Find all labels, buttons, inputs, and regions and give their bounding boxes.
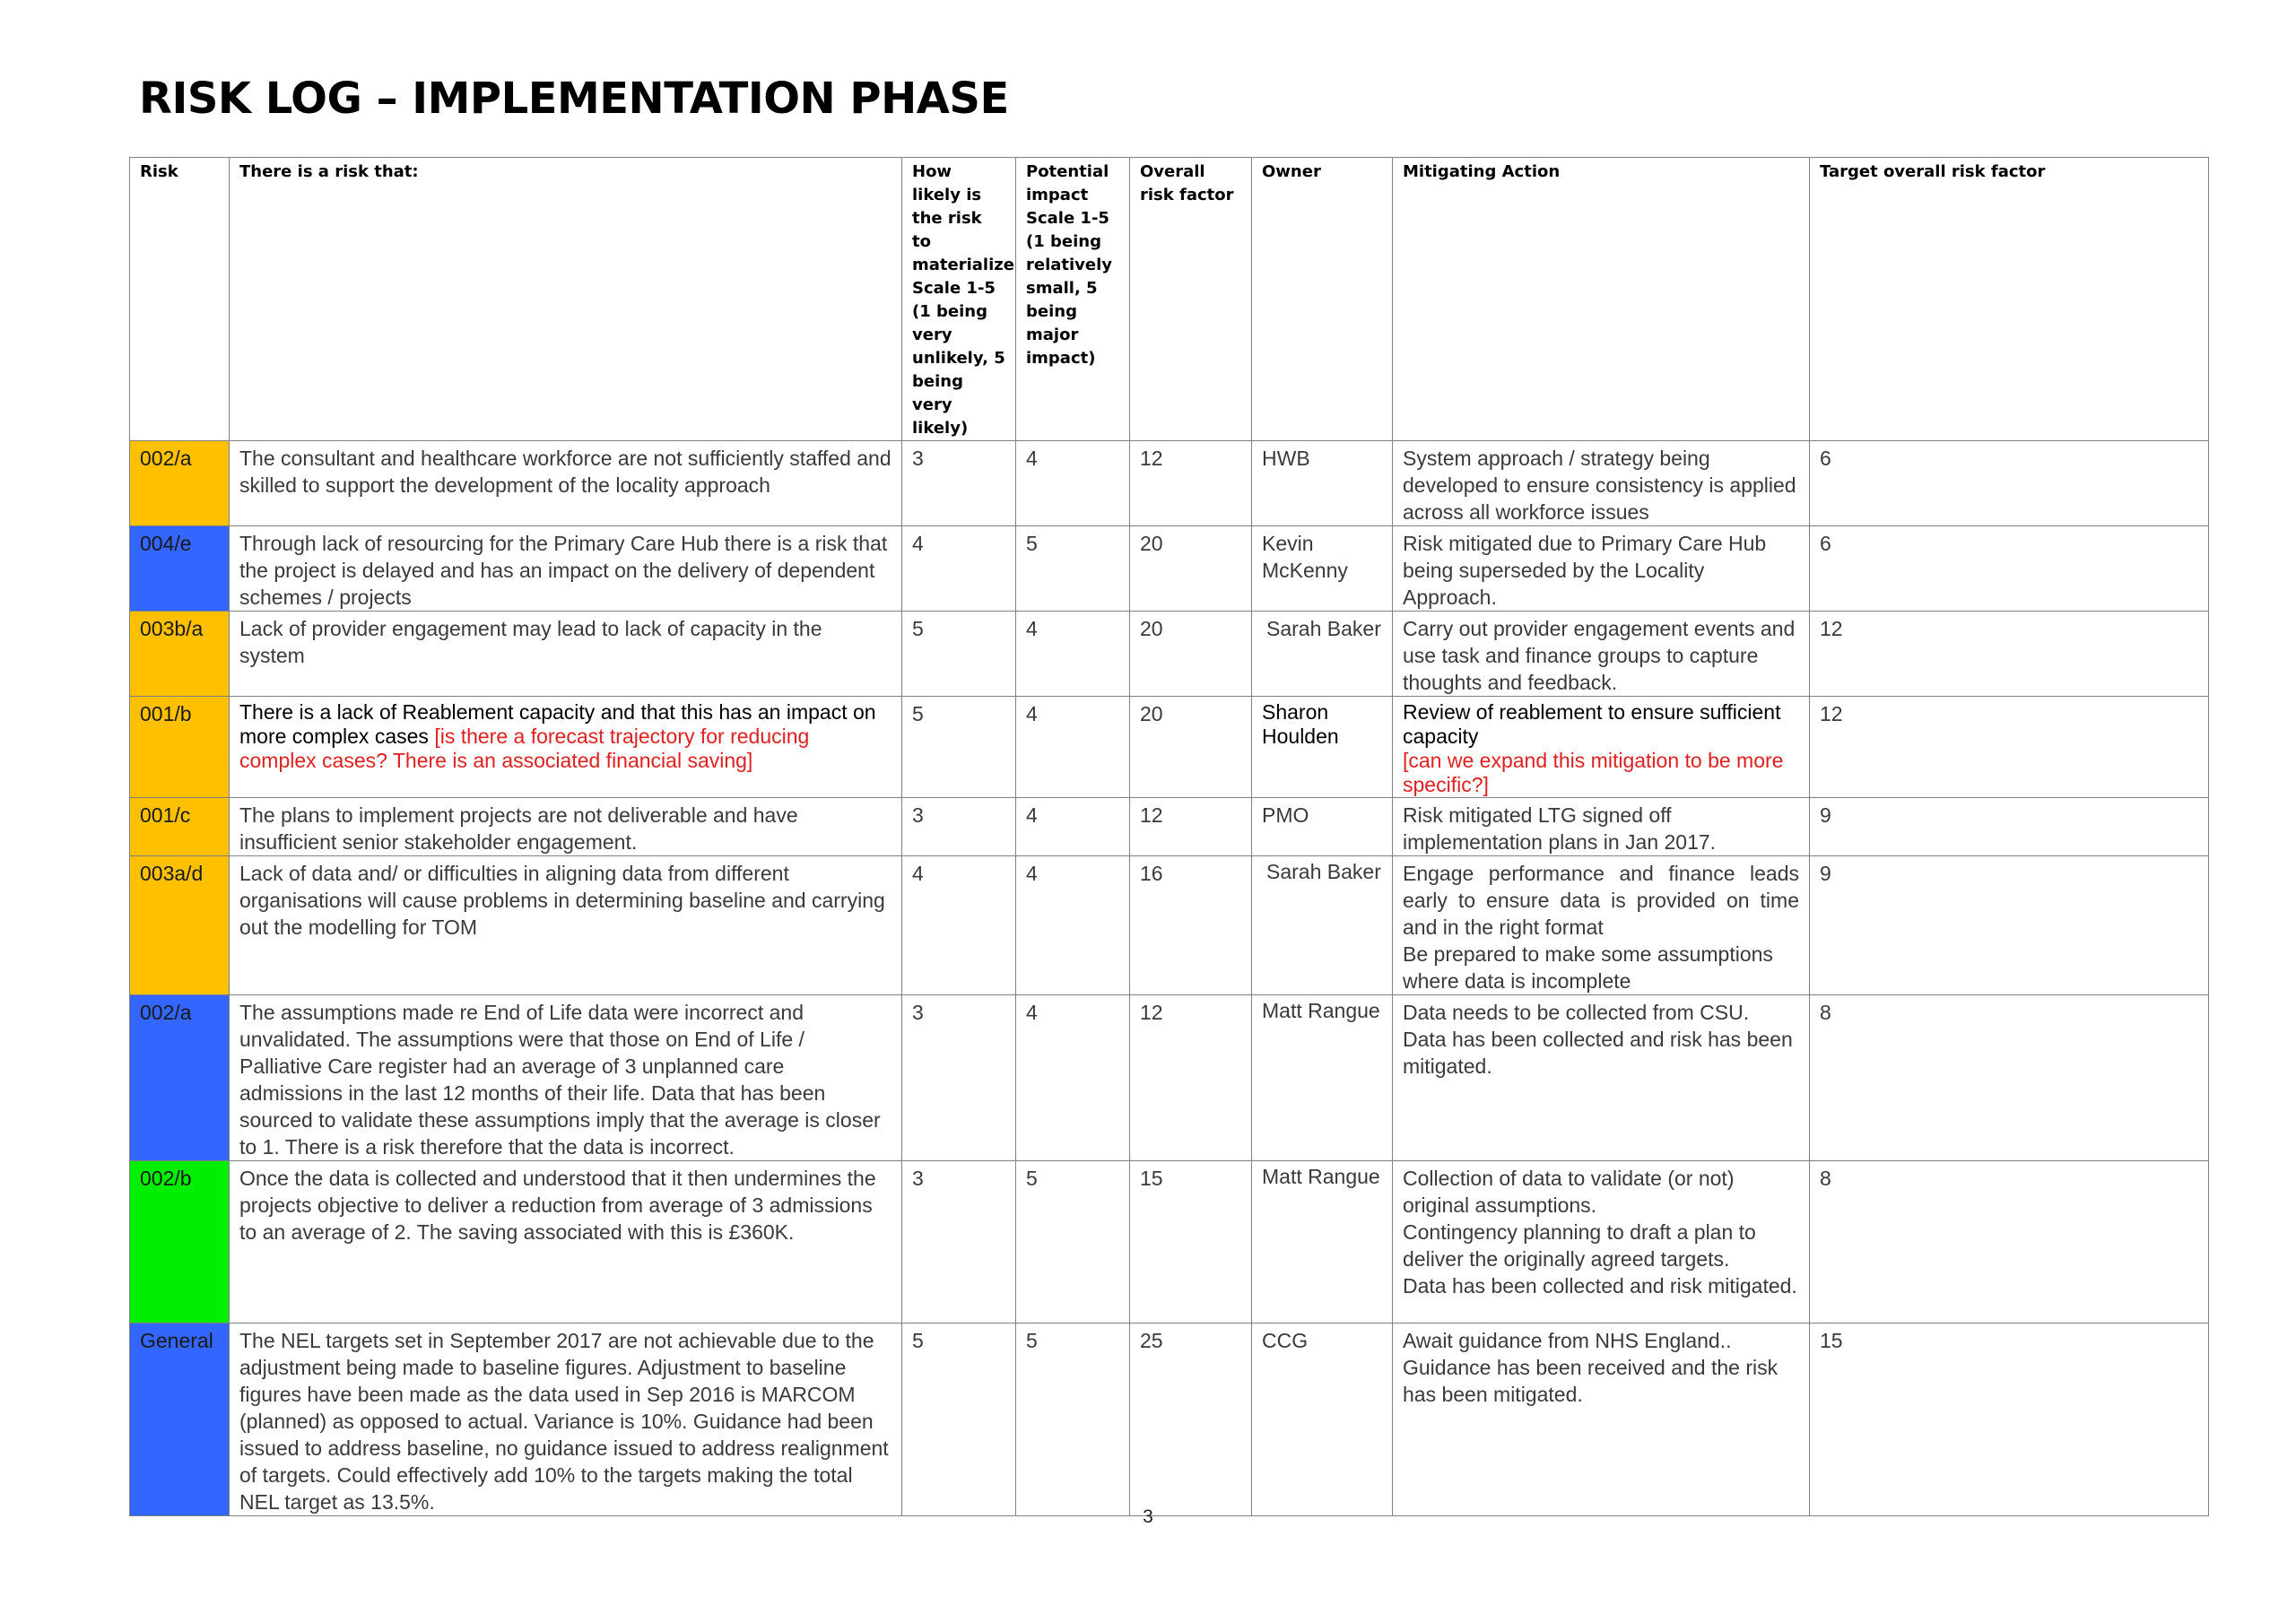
- impact-cell: 5: [1016, 1324, 1130, 1516]
- overall-cell: 12: [1130, 995, 1252, 1161]
- owner-cell: HWB: [1252, 441, 1393, 526]
- impact-cell: 4: [1016, 995, 1130, 1161]
- mitigation-cell: [1393, 1161, 1810, 1324]
- table-row: [130, 856, 2209, 995]
- mitigation-cell: [1393, 697, 1810, 798]
- owner-cell: Kevin McKenny: [1252, 526, 1393, 612]
- mitigation-cell: [1393, 995, 1810, 1161]
- likelihood-cell: 3: [902, 441, 1016, 526]
- mitigation-comment: [can we expand this mitigation to be more specific?]: [1403, 749, 1784, 796]
- impact-cell: 4: [1016, 856, 1130, 995]
- mitigation-cell: Risk mitigated due to Primary Care Hub being superseded by the Locality Approach.: [1393, 526, 1810, 612]
- owner-cell: PMO: [1252, 798, 1393, 856]
- overall-cell: 20: [1130, 697, 1252, 798]
- mitigation-text: Engage performance and finance leads early to ensure data is provided on time and in the right format: [1403, 862, 1799, 939]
- target-cell: 6: [1810, 441, 2209, 526]
- likelihood-cell: 5: [902, 612, 1016, 697]
- overall-cell: 15: [1130, 1161, 1252, 1324]
- mitigation-cell: [1393, 1324, 1810, 1516]
- target-cell: 8: [1810, 995, 2209, 1161]
- risk-id-cell: 002/a: [130, 995, 230, 1161]
- header-likelihood: How likely is the risk to materialize Scale 1-5 (1 being very unlikely, 5 being very likely): [902, 158, 1016, 441]
- owner-cell: Sarah Baker: [1252, 856, 1393, 995]
- table-row: [130, 1161, 2209, 1324]
- risk-log-table: [129, 157, 2209, 1516]
- overall-cell: 16: [1130, 856, 1252, 995]
- likelihood-cell: 4: [902, 856, 1016, 995]
- description-cell: The plans to implement projects are not deliverable and have insufficient senior stakeholder engagement.: [230, 798, 902, 856]
- mitigation-text-extra: Data has been collected and risk mitigated.: [1403, 1274, 1797, 1298]
- mitigation-text: Data needs to be collected from CSU.: [1403, 1001, 1750, 1024]
- description-cell: Lack of data and/ or difficulties in aligning data from different organisations will cause problems in determining baseline and carrying out the modelling for TOM: [230, 856, 902, 995]
- table-row: [130, 612, 2209, 697]
- impact-cell: 5: [1016, 526, 1130, 612]
- overall-cell: 12: [1130, 441, 1252, 526]
- impact-cell: 4: [1016, 612, 1130, 697]
- mitigation-cell: [1393, 856, 1810, 995]
- mitigation-cell: System approach / strategy being developed to ensure consistency is applied across all workforce issues: [1393, 441, 1810, 526]
- target-cell: 9: [1810, 798, 2209, 856]
- table-row: [130, 441, 2209, 526]
- table-row: [130, 798, 2209, 856]
- table-row: [130, 1324, 2209, 1516]
- header-target: Target overall risk factor: [1810, 158, 2209, 441]
- description-cell: The consultant and healthcare workforce are not sufficiently staffed and skilled to support the development of the locality approach: [230, 441, 902, 526]
- risk-id-cell: 001/c: [130, 798, 230, 856]
- likelihood-cell: 3: [902, 1161, 1016, 1324]
- target-cell: 12: [1810, 612, 2209, 697]
- mitigation-text-extra: Contingency planning to draft a plan to deliver the originally agreed targets.: [1403, 1220, 1756, 1271]
- header-risk: Risk: [130, 158, 230, 441]
- impact-cell: 4: [1016, 441, 1130, 526]
- table-row: [130, 526, 2209, 612]
- owner-cell: Matt Rangue: [1252, 995, 1393, 1161]
- mitigation-text: Await guidance from NHS England..: [1403, 1329, 1732, 1352]
- risk-id-cell: General: [130, 1324, 230, 1516]
- overall-cell: 20: [1130, 612, 1252, 697]
- risk-id-cell: 004/e: [130, 526, 230, 612]
- risk-id-cell: 001/b: [130, 697, 230, 798]
- header-row: [130, 158, 2209, 441]
- page-number: 3: [1143, 1506, 1153, 1527]
- impact-cell: 4: [1016, 798, 1130, 856]
- likelihood-cell: 3: [902, 798, 1016, 856]
- description-text: There is a lack of Reablement capacity and that this has an impact on more complex cases: [239, 700, 876, 748]
- owner-cell: CCG: [1252, 1324, 1393, 1516]
- header-description: There is a risk that:: [230, 158, 902, 441]
- header-mitigation: Mitigating Action: [1393, 158, 1810, 441]
- mitigation-cell: Risk mitigated LTG signed off implementation plans in Jan 2017.: [1393, 798, 1810, 856]
- owner-cell: Sharon Houlden: [1252, 697, 1393, 798]
- overall-cell: 12: [1130, 798, 1252, 856]
- target-cell: 12: [1810, 697, 2209, 798]
- risk-id-cell: 002/b: [130, 1161, 230, 1324]
- header-overall: Overall risk factor: [1130, 158, 1252, 441]
- description-cell: Once the data is collected and understood that it then undermines the projects objective to deliver a reduction from average of 3 admissions to an average of 2. The saving associated with this is £360K.: [230, 1161, 902, 1324]
- mitigation-text-extra: Be prepared to make some assumptions where data is incomplete: [1403, 942, 1773, 993]
- target-cell: 15: [1810, 1324, 2209, 1516]
- description-comment: [is there a forecast trajectory for reducing complex cases? There is an associated financial saving]: [239, 725, 810, 772]
- owner-cell: Sarah Baker: [1252, 612, 1393, 697]
- mitigation-text-extra: Guidance has been received and the risk has been mitigated.: [1403, 1356, 1779, 1406]
- page-title: RISK LOG – IMPLEMENTATION PHASE: [139, 74, 1009, 124]
- overall-cell: 20: [1130, 526, 1252, 612]
- impact-cell: 5: [1016, 1161, 1130, 1324]
- mitigation-cell: Carry out provider engagement events and use task and finance groups to capture thoughts and feedback.: [1393, 612, 1810, 697]
- risk-id-cell: 003a/d: [130, 856, 230, 995]
- risk-id-cell: 003b/a: [130, 612, 230, 697]
- target-cell: 8: [1810, 1161, 2209, 1324]
- mitigation-text-extra: Data has been collected and risk has been mitigated.: [1403, 1028, 1793, 1078]
- likelihood-cell: 5: [902, 697, 1016, 798]
- table-row: [130, 697, 2209, 798]
- description-cell: Lack of provider engagement may lead to lack of capacity in the system: [230, 612, 902, 697]
- mitigation-text: Review of reablement to ensure sufficient capacity: [1403, 700, 1781, 748]
- likelihood-cell: 5: [902, 1324, 1016, 1516]
- likelihood-cell: 3: [902, 995, 1016, 1161]
- target-cell: 9: [1810, 856, 2209, 995]
- overall-cell: 25: [1130, 1324, 1252, 1516]
- table-row: [130, 995, 2209, 1161]
- description-cell: The assumptions made re End of Life data were incorrect and unvalidated. The assumptions were that those on End of Life / Palliative Care register had an average of 3 unplanned care admissions in the last 12 months of their life. Data that has been sourced to validate these assumptions imply that the average is closer to 1. There is a risk therefore that the data is incorrect.: [230, 995, 902, 1161]
- header-owner: Owner: [1252, 158, 1393, 441]
- description-cell: [230, 697, 902, 798]
- header-impact: Potential impact Scale 1-5 (1 being relatively small, 5 being major impact): [1016, 158, 1130, 441]
- description-cell: The NEL targets set in September 2017 are not achievable due to the adjustment being made to baseline figures. Adjustment to baseline figures have been made as the data used in Sep 2016 is MARCOM (planned) as opposed to actual. Variance is 10%. Guidance had been issued to address baseline, no guidance issued to address realignment of targets. Could effectively add 10% to the targets making the total NEL target as 13.5%.: [230, 1324, 902, 1516]
- target-cell: 6: [1810, 526, 2209, 612]
- owner-cell: Matt Rangue: [1252, 1161, 1393, 1324]
- impact-cell: 4: [1016, 697, 1130, 798]
- likelihood-cell: 4: [902, 526, 1016, 612]
- mitigation-text: Collection of data to validate (or not) original assumptions.: [1403, 1167, 1735, 1217]
- description-cell: Through lack of resourcing for the Primary Care Hub there is a risk that the project is delayed and has an impact on the delivery of dependent schemes / projects: [230, 526, 902, 612]
- risk-id-cell: 002/a: [130, 441, 230, 526]
